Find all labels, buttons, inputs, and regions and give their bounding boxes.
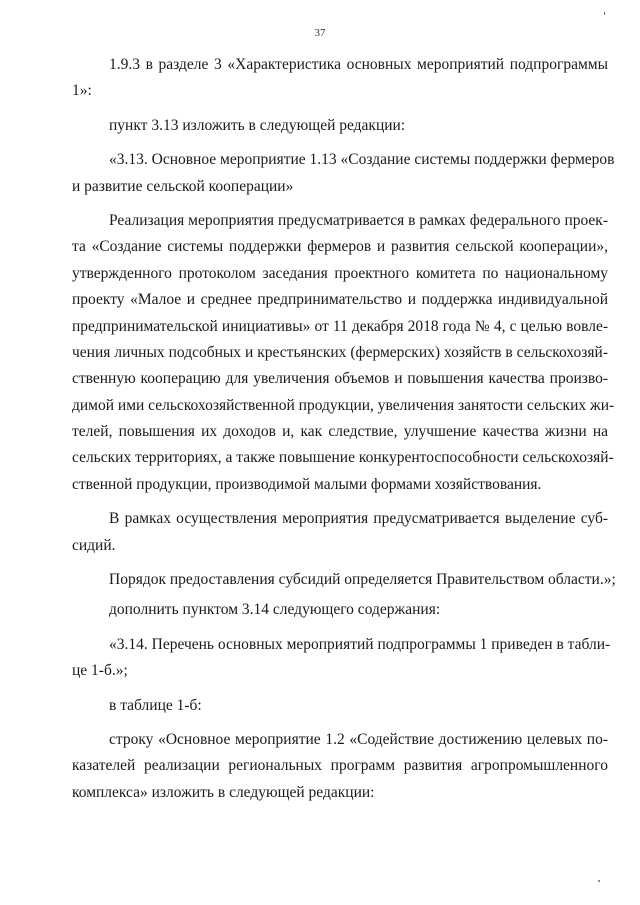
text-line: в таблице 1-б: xyxy=(109,696,202,714)
text-line: «3.13. Основное мероприятие 1.13 «Создание системы поддержки фермеров xyxy=(109,151,615,169)
text-line: утвержденного протоколом заседания проектного комитета по национальному xyxy=(72,264,608,282)
scan-speck xyxy=(604,12,605,15)
text-line: В рамках осуществления мероприятия предусматривается выделение суб- xyxy=(109,510,608,528)
text-line: пункт 3.13 изложить в следующей редакции: xyxy=(109,116,406,134)
text-line: предпринимательской инициативы» от 11 декабря 2018 года № 4, с целью вовле- xyxy=(72,317,608,335)
text-line: и развитие сельской кооперации» xyxy=(72,177,294,195)
text-line: «3.14. Перечень основных мероприятий подпрограммы 1 приведен в табли- xyxy=(109,635,611,653)
text-line: комплекса» изложить в следующей редакции: xyxy=(72,783,375,801)
paragraph-add-3-14 xyxy=(72,597,608,623)
text-line: та «Создание системы поддержки фермеров и развития сельской кооперации», xyxy=(72,238,608,256)
text-line: 1.9.3 в разделе 3 «Характеристика основных мероприятий подпрограммы xyxy=(109,56,608,73)
text-line: ственную кооперацию для увеличения объемов и повышения качества произво- xyxy=(72,370,608,388)
text-line: це 1-б.»; xyxy=(72,662,128,680)
paragraph-row-1-2 xyxy=(72,727,608,806)
paragraph-implementation xyxy=(72,208,615,498)
paragraph-subsidies xyxy=(72,506,608,559)
text-line: сидий. xyxy=(72,536,116,554)
paragraph-procedure xyxy=(72,567,616,593)
paragraph-table-1b xyxy=(72,693,608,719)
scan-speck xyxy=(598,880,600,882)
paragraph-3-14 xyxy=(72,632,611,685)
paragraph-1-9-3 xyxy=(72,52,608,105)
document-body xyxy=(72,52,616,814)
text-line: дополнить пунктом 3.14 следующего содержания: xyxy=(109,601,441,619)
text-line: чения личных подсобных и крестьянских (фермерских) хозяйств в сельскохозяй- xyxy=(72,343,608,361)
text-line: проекту «Малое и среднее предпринимательство и поддержка индивидуальной xyxy=(72,291,608,309)
text-line: сельских территориях, а также повышение конкурентоспособности сельскохозяй- xyxy=(72,449,614,467)
text-line: Порядок предоставления субсидий определяется Правительством области.»; xyxy=(109,571,616,589)
text-line: 1»: xyxy=(72,82,92,100)
paragraph-point-3-13 xyxy=(72,113,608,139)
text-line: димой ими сельскохозяйственной продукции, увеличения занятости сельских жи- xyxy=(72,396,615,414)
page-number: 37 xyxy=(314,27,326,39)
text-line: ственной продукции, производимой малыми формами хозяйствования. xyxy=(72,475,542,493)
text-line: строку «Основное мероприятие 1.2 «Содействие достижению целевых по- xyxy=(109,730,608,748)
text-line: телей, повышения их доходов и, как следствие, улучшение качества жизни на xyxy=(72,423,608,441)
paragraph-3-13-title xyxy=(72,147,615,200)
text-line: казателей реализации региональных программ развития агропромышленного xyxy=(72,757,608,775)
text-line: Реализация мероприятия предусматривается в рамках федерального проек- xyxy=(109,211,608,229)
